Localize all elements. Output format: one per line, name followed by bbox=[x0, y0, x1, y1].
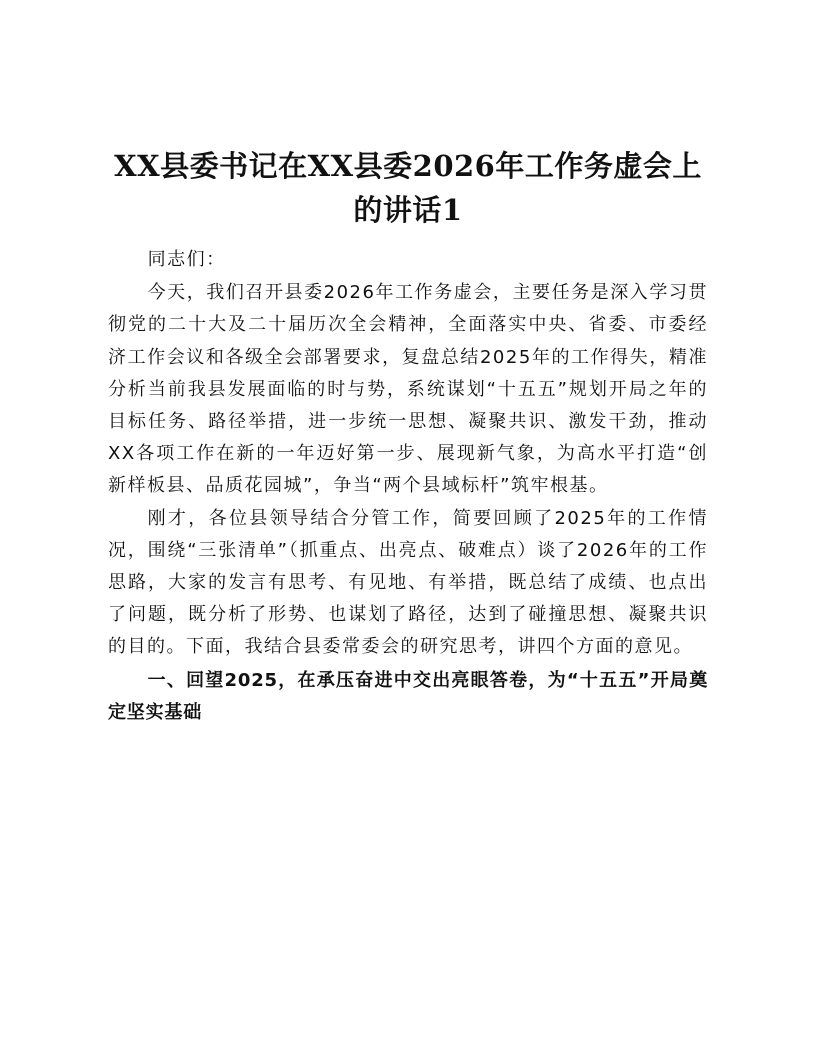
section-heading: 一、回望2025，在承压奋进中交出亮眼答卷，为“十五五”开局奠定坚实基础 bbox=[108, 669, 708, 723]
document-title: XX县委书记在XX县委2026年工作务虚会上的讲话1 bbox=[114, 149, 702, 227]
paragraph-review: 刚才，各位县领导结合分管工作，简要回顾了2025年的工作情况，围绕“三张清单”（抓重点、出亮点、破难点）谈了2026年的工作思路，大家的发言有思考、有见地、有举措，既总结了成绩、也点出了问题，既分析了形势、也谋划了路径，达到了碰撞思想、凝聚共识的目的。下面，我结合县委常委会的研究思考，讲四个方面的意见。 bbox=[108, 507, 708, 658]
document-body bbox=[108, 244, 708, 729]
paragraph-opening: 今天，我们召开县委2026年工作务虚会，主要任务是深入学习贯彻党的二十大及二十届历次全会精神，全面落实中央、省委、市委经济工作会议和各级全会部署要求，复盘总结2025年的工作得失，精准分析当前我县发展面临的时与势，系统谋划“十五五”规划开局之年的目标任务、路径举措，进一步统一思想、凝聚共识、激发干劲，推动XX各项工作在新的一年迈好第一步、展现新气象，为高水平打造“创新样板县、品质花园城”，争当“两个县域标杆”筑牢根基。 bbox=[108, 282, 708, 497]
salutation: 同志们： bbox=[147, 249, 226, 270]
